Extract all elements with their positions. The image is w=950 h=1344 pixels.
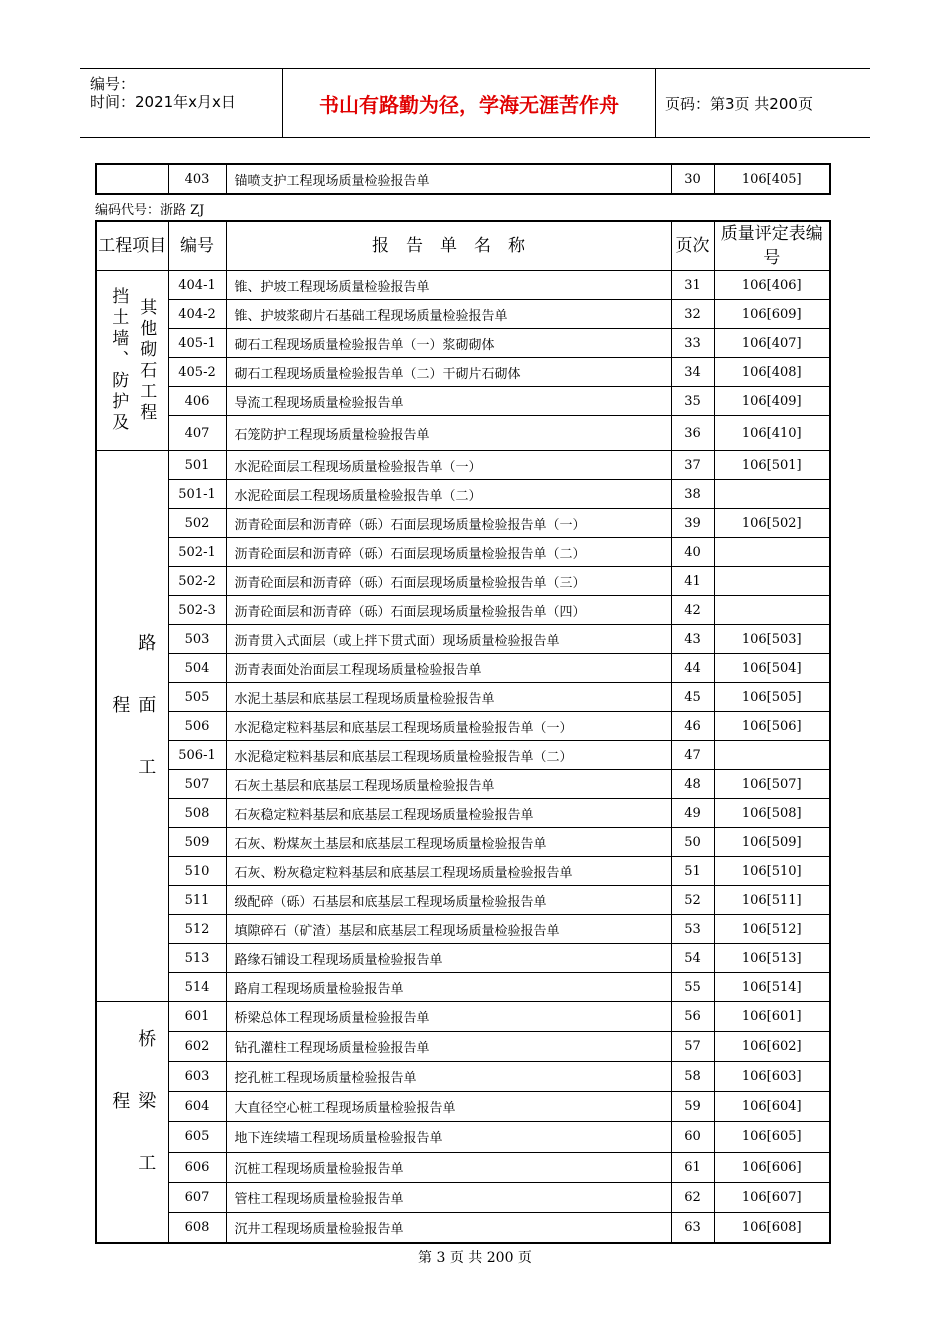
row-no: 506-1: [168, 741, 226, 770]
row-form: 106[607]: [714, 1182, 830, 1212]
table-row: [96, 416, 830, 451]
table-row: [96, 857, 830, 886]
row-page: 62: [671, 1182, 714, 1212]
row-form: 106[506]: [714, 712, 830, 741]
row-page: 49: [671, 799, 714, 828]
table-row: [96, 712, 830, 741]
row-name: 沥青表面处治面层工程现场质量检验报告单: [226, 654, 671, 683]
row-page: 50: [671, 828, 714, 857]
row-no: 404-2: [168, 300, 226, 329]
col-page: 页次: [671, 221, 714, 271]
row-name: 地下连续墙工程现场质量检验报告单: [226, 1122, 671, 1152]
row-no: 405-2: [168, 358, 226, 387]
header-left: [80, 69, 282, 137]
row-form: 106[514]: [714, 973, 830, 1002]
row-name: 级配碎（砾）石基层和底基层工程现场质量检验报告单: [226, 886, 671, 915]
row-form: 106[602]: [714, 1032, 830, 1062]
row-no: 511: [168, 886, 226, 915]
row-form: 106[409]: [714, 387, 830, 416]
row-name: 沥青砼面层和沥青碎（砾）石面层现场质量检验报告单（三）: [226, 567, 671, 596]
row-page: 53: [671, 915, 714, 944]
row-no: 603: [168, 1062, 226, 1092]
row-page: 51: [671, 857, 714, 886]
row-page: 58: [671, 1062, 714, 1092]
row-name: 锚喷支护工程现场质量检验报告单: [226, 164, 671, 194]
section-s4: [96, 271, 168, 451]
row-name: 水泥土基层和底基层工程现场质量检验报告单: [226, 683, 671, 712]
table-row: [96, 1092, 830, 1122]
report-index-table: [95, 220, 840, 1244]
row-form: 106[503]: [714, 625, 830, 654]
section-label: 桥梁工程: [109, 1029, 157, 1215]
row-page: 52: [671, 886, 714, 915]
row-no: 602: [168, 1032, 226, 1062]
col-name: 报 告 单 名 称: [226, 221, 671, 271]
row-page: 41: [671, 567, 714, 596]
time-label: 时间：2021年x月x日: [90, 93, 236, 111]
row-form: [714, 538, 830, 567]
row-no: 501: [168, 451, 226, 480]
table-row: [96, 1152, 830, 1182]
row-form: 106[512]: [714, 915, 830, 944]
table-row: [96, 625, 830, 654]
section-label: 挡土墙、防护及其他砌石工程: [108, 287, 157, 434]
row-name: 桥梁总体工程现场质量检验报告单: [226, 1002, 671, 1032]
table-row: [96, 915, 830, 944]
table-row: [96, 828, 830, 857]
row-name: 沥青砼面层和沥青碎（砾）石面层现场质量检验报告单（二）: [226, 538, 671, 567]
row-form: 106[609]: [714, 300, 830, 329]
code-line: 编码代号：浙路 ZJ: [95, 203, 205, 218]
table-row: [96, 1122, 830, 1152]
row-no: 513: [168, 944, 226, 973]
row-name: 钻孔灌柱工程现场质量检验报告单: [226, 1032, 671, 1062]
row-form: 106[606]: [714, 1152, 830, 1182]
row-page: 63: [671, 1212, 714, 1243]
table-row: [96, 799, 830, 828]
row-no: 510: [168, 857, 226, 886]
row-name: 路肩工程现场质量检验报告单: [226, 973, 671, 1002]
row-page: 36: [671, 416, 714, 451]
col-no: 编号: [168, 221, 226, 271]
row-form: 106[604]: [714, 1092, 830, 1122]
row-page: 48: [671, 770, 714, 799]
row-page: 54: [671, 944, 714, 973]
row-page: 45: [671, 683, 714, 712]
row-no: 606: [168, 1152, 226, 1182]
row-form: 106[501]: [714, 451, 830, 480]
table-row: [96, 770, 830, 799]
row-form: 106[513]: [714, 944, 830, 973]
row-name: 水泥砼面层工程现场质量检验报告单（二）: [226, 480, 671, 509]
table-row: [96, 358, 830, 387]
row-page: 32: [671, 300, 714, 329]
row-no: 502-1: [168, 538, 226, 567]
row-no: 512: [168, 915, 226, 944]
table-row: [96, 451, 830, 480]
col-form: 质量评定表编 号: [714, 221, 830, 271]
row-form: [714, 596, 830, 625]
continued-table: [95, 163, 831, 195]
row-page: 57: [671, 1032, 714, 1062]
table-row: [96, 300, 830, 329]
row-page: 35: [671, 387, 714, 416]
table-row: [96, 944, 830, 973]
row-name: 石灰土基层和底基层工程现场质量检验报告单: [226, 770, 671, 799]
table-row: [96, 387, 830, 416]
row-form: 106[511]: [714, 886, 830, 915]
page-header: [80, 68, 870, 138]
row-form: 106[505]: [714, 683, 830, 712]
table-row: [96, 973, 830, 1002]
row-name: 路缘石铺设工程现场质量检验报告单: [226, 944, 671, 973]
row-name: 沥青贯入式面层（或上拌下贯式面）现场质量检验报告单: [226, 625, 671, 654]
table-row: [96, 1182, 830, 1212]
section-s6: [96, 1002, 168, 1244]
table-row: [96, 480, 830, 509]
row-page: 38: [671, 480, 714, 509]
row-page: 61: [671, 1152, 714, 1182]
row-page: 46: [671, 712, 714, 741]
row-no: 406: [168, 387, 226, 416]
row-form: 106[407]: [714, 329, 830, 358]
row-name: 沉桩工程现场质量检验报告单: [226, 1152, 671, 1182]
row-page: 31: [671, 271, 714, 300]
row-form: 106[608]: [714, 1212, 830, 1243]
row-name: 填隙碎石（矿渣）基层和底基层工程现场质量检验报告单: [226, 915, 671, 944]
row-name: 大直径空心桩工程现场质量检验报告单: [226, 1092, 671, 1122]
row-no: 508: [168, 799, 226, 828]
row-form: 106[601]: [714, 1002, 830, 1032]
row-no: 502: [168, 509, 226, 538]
row-page: 44: [671, 654, 714, 683]
row-form: [714, 480, 830, 509]
code-label: 编号：: [90, 75, 136, 93]
row-name: 石笼防护工程现场质量检验报告单: [226, 416, 671, 451]
row-form: 106[406]: [714, 271, 830, 300]
row-no: 405-1: [168, 329, 226, 358]
row-name: 水泥稳定粒料基层和底基层工程现场质量检验报告单（二）: [226, 741, 671, 770]
row-page: 40: [671, 538, 714, 567]
row-form: [714, 741, 830, 770]
row-page: 43: [671, 625, 714, 654]
row-form: 106[509]: [714, 828, 830, 857]
col-project: 工程项目: [96, 221, 168, 271]
row-name: 水泥砼面层工程现场质量检验报告单（一）: [226, 451, 671, 480]
row-name: 锥、护坡浆砌片石基础工程现场质量检验报告单: [226, 300, 671, 329]
row-no: 506: [168, 712, 226, 741]
table-row: [96, 164, 830, 194]
row-no: 514: [168, 973, 226, 1002]
row-form: 106[508]: [714, 799, 830, 828]
page-footer: 第 3 页 共 200 页: [418, 1250, 532, 1266]
page-label: 页码：第3页 共200页: [665, 94, 813, 113]
row-name: 沥青砼面层和沥青碎（砾）石面层现场质量检验报告单（四）: [226, 596, 671, 625]
row-page: 56: [671, 1002, 714, 1032]
row-page: 37: [671, 451, 714, 480]
row-no: 607: [168, 1182, 226, 1212]
row-no: 505: [168, 683, 226, 712]
row-form: 106[502]: [714, 509, 830, 538]
table-row: [96, 538, 830, 567]
table-row: [96, 271, 830, 300]
row-page: 55: [671, 973, 714, 1002]
row-name: 石灰稳定粒料基层和底基层工程现场质量检验报告单: [226, 799, 671, 828]
row-name: 水泥稳定粒料基层和底基层工程现场质量检验报告单（一）: [226, 712, 671, 741]
row-name: 石灰、粉灰稳定粒料基层和底基层工程现场质量检验报告单: [226, 857, 671, 886]
row-name: 管柱工程现场质量检验报告单: [226, 1182, 671, 1212]
motto: 书山有路勤为径，学海无涯苦作舟: [282, 69, 656, 137]
row-form: 106[507]: [714, 770, 830, 799]
row-name: 沉井工程现场质量检验报告单: [226, 1212, 671, 1243]
row-form: 106[408]: [714, 358, 830, 387]
row-no: 502-3: [168, 596, 226, 625]
row-no: 507: [168, 770, 226, 799]
table-row: [96, 596, 830, 625]
row-name: 导流工程现场质量检验报告单: [226, 387, 671, 416]
row-no: 501-1: [168, 480, 226, 509]
row-page: 59: [671, 1092, 714, 1122]
table-row: [96, 567, 830, 596]
row-form: [714, 567, 830, 596]
table-row: [96, 509, 830, 538]
row-form: 106[410]: [714, 416, 830, 451]
table-row: [96, 1002, 830, 1032]
row-no: 502-2: [168, 567, 226, 596]
table-row: [96, 741, 830, 770]
table-row: [96, 683, 830, 712]
row-no: 604: [168, 1092, 226, 1122]
row-no: 608: [168, 1212, 226, 1243]
row-no: 601: [168, 1002, 226, 1032]
row-no: 403: [168, 164, 226, 194]
row-page: 30: [671, 164, 714, 194]
row-page: 47: [671, 741, 714, 770]
section-label: 路面工程: [109, 633, 157, 819]
row-form: 106[405]: [714, 164, 830, 194]
row-name: 砌石工程现场质量检验报告单（二）干砌片石砌体: [226, 358, 671, 387]
row-page: 42: [671, 596, 714, 625]
table-row: [96, 1032, 830, 1062]
row-no: 407: [168, 416, 226, 451]
row-name: 锥、护坡工程现场质量检验报告单: [226, 271, 671, 300]
table-row: [96, 329, 830, 358]
table-row: [96, 886, 830, 915]
row-name: 挖孔桩工程现场质量检验报告单: [226, 1062, 671, 1092]
row-no: 404-1: [168, 271, 226, 300]
row-no: 504: [168, 654, 226, 683]
row-name: 沥青砼面层和沥青碎（砾）石面层现场质量检验报告单（一）: [226, 509, 671, 538]
row-no: 509: [168, 828, 226, 857]
table-row: [96, 1062, 830, 1092]
row-form: 106[510]: [714, 857, 830, 886]
row-name: 石灰、粉煤灰土基层和底基层工程现场质量检验报告单: [226, 828, 671, 857]
row-page: 34: [671, 358, 714, 387]
row-form: 106[605]: [714, 1122, 830, 1152]
header-row: [96, 221, 830, 271]
row-form: 106[504]: [714, 654, 830, 683]
row-page: 60: [671, 1122, 714, 1152]
row-name: 砌石工程现场质量检验报告单（一）浆砌砌体: [226, 329, 671, 358]
row-no: 503: [168, 625, 226, 654]
row-page: 39: [671, 509, 714, 538]
row-page: 33: [671, 329, 714, 358]
section-s5: [96, 451, 168, 1002]
table-row: [96, 654, 830, 683]
row-form: 106[603]: [714, 1062, 830, 1092]
project-cell: [96, 164, 168, 194]
row-no: 605: [168, 1122, 226, 1152]
table-row: [96, 1212, 830, 1243]
